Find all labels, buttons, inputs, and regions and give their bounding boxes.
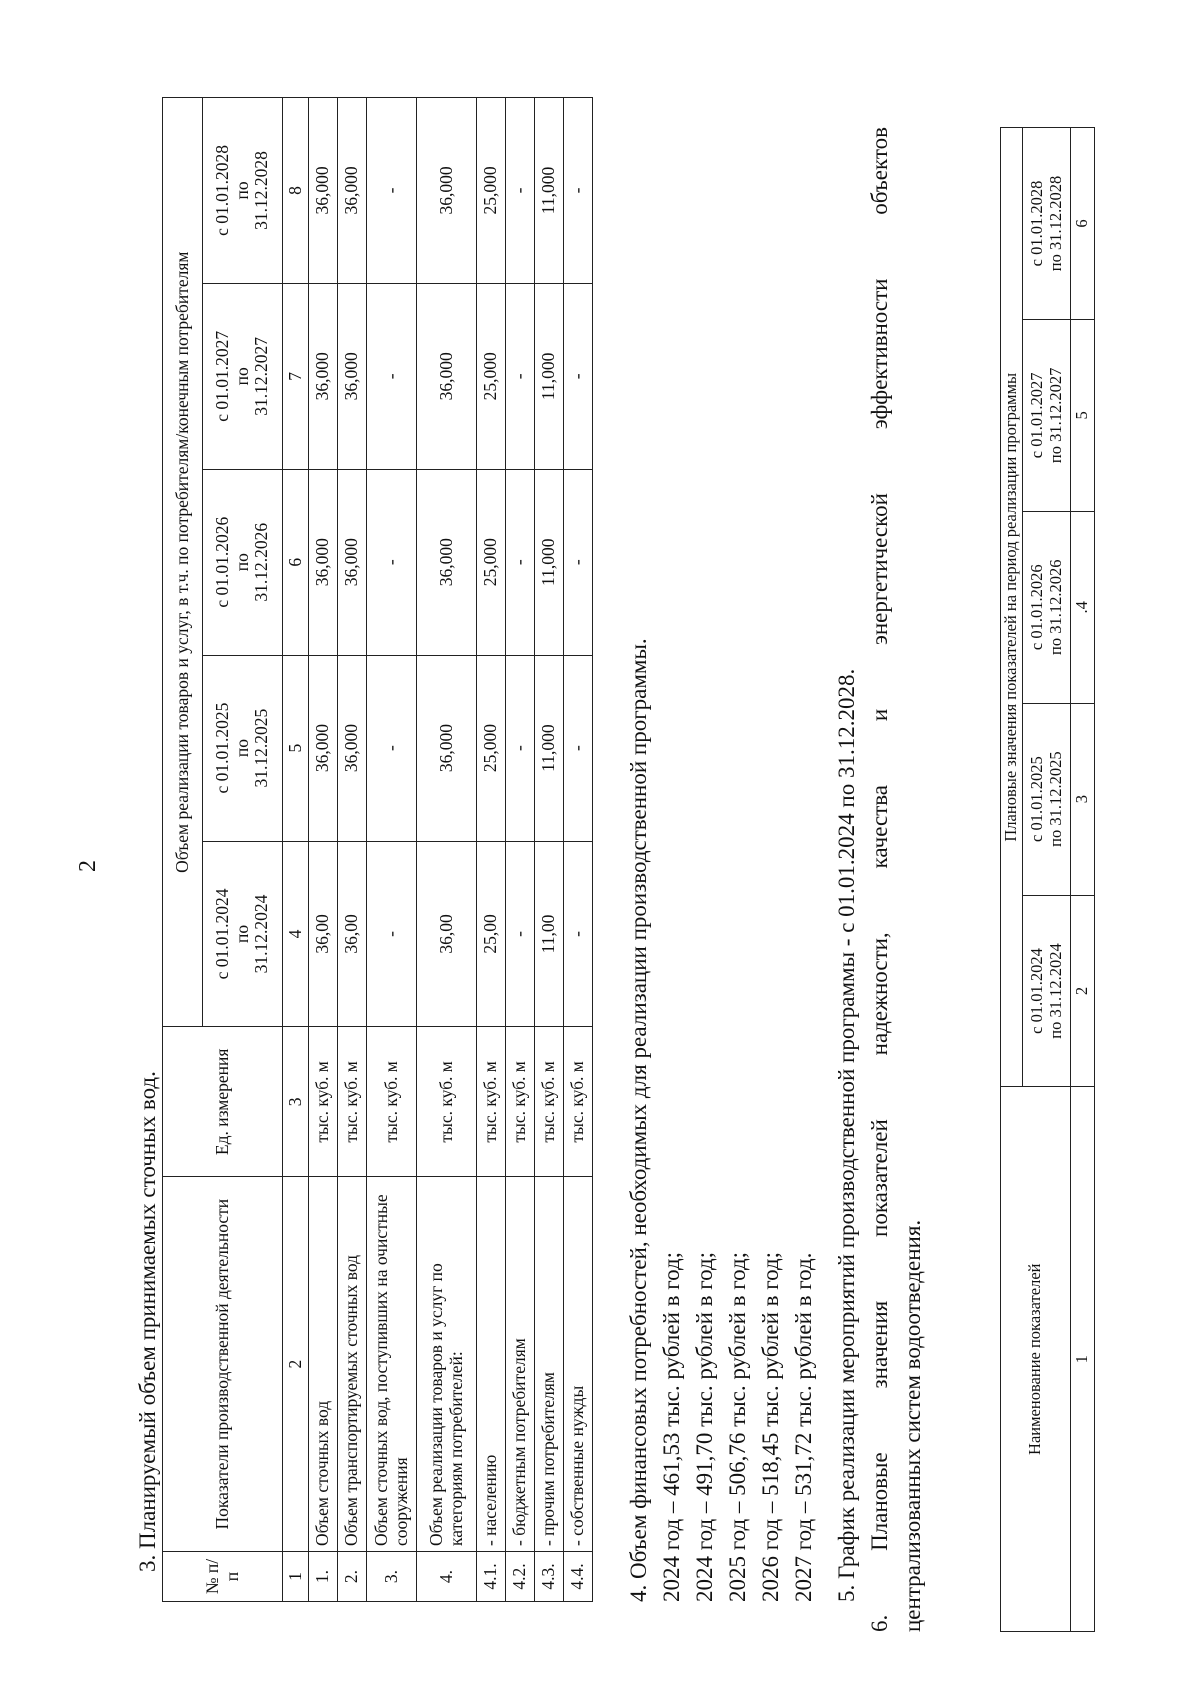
period-header: с 01.01.2028 по 31.12.2028 (203, 98, 283, 284)
table-row (477, 98, 506, 1602)
row-value: 11,000 (535, 98, 564, 284)
table-row (338, 98, 367, 1602)
row-unit: тыс. куб. м (338, 1027, 367, 1177)
row-value: 25,000 (477, 655, 506, 841)
row-value: - (564, 655, 593, 841)
row-value: - (506, 98, 535, 284)
col-number: 2 (1071, 895, 1095, 1087)
row-value: 36,000 (338, 655, 367, 841)
col-number: 1 (1071, 1087, 1095, 1632)
period-header: с 01.01.2028 по 31.12.2028 (1023, 128, 1071, 320)
col-number: 5 (283, 655, 309, 841)
row-value: 36,000 (309, 98, 338, 284)
row-value: 11,000 (535, 283, 564, 469)
header-indicator: Показатели производственной деятельности (163, 1177, 283, 1552)
row-value: 11,000 (535, 655, 564, 841)
table-row (367, 98, 417, 1602)
row-value: 25,000 (477, 469, 506, 655)
table-header-row (163, 98, 203, 1602)
finance-line: 2024 год – 491,70 тыс. рублей в год; (692, 1251, 717, 1602)
word: качества (867, 784, 892, 869)
row-value: 25,000 (477, 98, 506, 284)
word: энергетической (867, 493, 892, 646)
row-value: - (506, 841, 535, 1027)
row-value: - (367, 841, 417, 1027)
row-value: 11,000 (535, 469, 564, 655)
row-unit: тыс. куб. м (535, 1027, 564, 1177)
page-number: 2 (75, 860, 101, 872)
row-value: - (564, 469, 593, 655)
row-number: 3. (367, 1552, 417, 1602)
col-number: 2 (283, 1177, 309, 1552)
period-header: с 01.01.2027 по 31.12.2027 (1023, 319, 1071, 511)
section5 (830, 669, 863, 1602)
table-row (417, 98, 477, 1602)
period-header: с 01.01.2026 по 31.12.2026 (1023, 511, 1071, 703)
row-unit: тыс. куб. м (367, 1027, 417, 1177)
row-value: 36,000 (417, 655, 477, 841)
period-header: с 01.01.2025 по 31.12.2025 (1023, 703, 1071, 895)
row-number: 4. (417, 1552, 477, 1602)
period-header: с 01.01.2025 по 31.12.2025 (203, 655, 283, 841)
row-value: 36,000 (417, 469, 477, 655)
table-row (506, 98, 535, 1602)
col-number: 5 (1071, 319, 1095, 511)
row-number: 4.4. (564, 1552, 593, 1602)
row-number: 4.3. (535, 1552, 564, 1602)
finance-line: 2027 год – 531,72 тыс. рублей в год. (791, 1252, 816, 1602)
row-number: 1. (309, 1552, 338, 1602)
row-value: 11,00 (535, 841, 564, 1027)
row-indicator: - бюджетным потребителям (506, 1177, 535, 1552)
row-value: - (506, 655, 535, 841)
row-value: 36,00 (338, 841, 367, 1027)
row-value: - (506, 469, 535, 655)
column-numbers-row (283, 98, 309, 1602)
col-number: 4 (283, 841, 309, 1027)
row-number: 4.2. (506, 1552, 535, 1602)
col-number: 1 (283, 1552, 309, 1602)
col-number: 3 (1071, 703, 1095, 895)
row-unit: тыс. куб. м (477, 1027, 506, 1177)
row-indicator: - населению (477, 1177, 506, 1552)
row-unit: тыс. куб. м (309, 1027, 338, 1177)
row-value: - (564, 98, 593, 284)
row-indicator: Объем сточных вод (309, 1177, 338, 1552)
section4-title: 4. Объем финансовых потребностей, необходимых для реализации производственной программы. (626, 638, 651, 1602)
col-number: 6 (283, 469, 309, 655)
word: и (867, 708, 892, 722)
row-unit: тыс. куб. м (506, 1027, 535, 1177)
finance-line: 2025 год – 506,76 тыс. рублей в год; (725, 1251, 750, 1602)
finance-line: 2024 год – 461,53 тыс. рублей в год; (659, 1251, 684, 1602)
section3-title: 3. Планируемый объем принимаемых сточных вод. (135, 1071, 160, 1572)
row-value: 25,000 (477, 283, 506, 469)
header-group: Объем реализации товаров и услуг, в т.ч. по потребителям/конечным потребителям (163, 98, 203, 1027)
period-header: с 01.01.2024 по 31.12.2024 (203, 841, 283, 1027)
row-indicator: - собственные нужды (564, 1177, 593, 1552)
word: показателей (867, 1119, 892, 1237)
section6-line1 (863, 127, 896, 1632)
wastewater-volume-table (162, 97, 593, 1602)
row-value: - (506, 283, 535, 469)
table-row (564, 98, 593, 1602)
header-unit: Ед. измерения (163, 1027, 283, 1177)
word: эффективности (867, 278, 892, 430)
col-number: 8 (283, 98, 309, 284)
table-header-row (1001, 128, 1023, 1632)
row-unit: тыс. куб. м (417, 1027, 477, 1177)
period-header: с 01.01.2027 по 31.12.2027 (203, 283, 283, 469)
section6 (863, 127, 929, 1632)
period-header: с 01.01.2024 по 31.12.2024 (1023, 895, 1071, 1087)
header-name: Наименование показателей (1001, 1087, 1071, 1632)
row-value: 36,000 (309, 283, 338, 469)
row-value: 36,000 (309, 655, 338, 841)
header-group: Плановые значения показателей на период реализации программы (1001, 128, 1023, 1087)
table-row (309, 98, 338, 1602)
row-value: - (564, 283, 593, 469)
section5-text: 5. График реализации мероприятий производственной программы - с 01.01.2024 по 31.12.2028. (834, 668, 859, 1602)
word: надежности, (867, 932, 892, 1056)
row-value: 36,00 (309, 841, 338, 1027)
row-value: 25,00 (477, 841, 506, 1027)
header-num: № п/п (163, 1552, 283, 1602)
word: объектов (867, 127, 892, 215)
col-number: 6 (1071, 128, 1095, 320)
row-value: 36,000 (338, 283, 367, 469)
row-indicator: Объем реализации товаров и услуг по категориям потребителей: (417, 1177, 477, 1552)
row-value: - (367, 469, 417, 655)
row-value: 36,000 (338, 98, 367, 284)
row-number: 4.1. (477, 1552, 506, 1602)
finance-line: 2026 год – 518,45 тыс. рублей в год; (758, 1251, 783, 1602)
column-numbers-row (1071, 128, 1095, 1632)
col-number: 3 (283, 1027, 309, 1177)
section6-line2: централизованных систем водоотведения. (900, 1219, 925, 1632)
row-value: - (367, 98, 417, 284)
row-value: - (367, 283, 417, 469)
word: Плановые (867, 1452, 892, 1551)
row-value: 36,000 (417, 283, 477, 469)
row-number: 2. (338, 1552, 367, 1602)
word: 6. (867, 1614, 892, 1632)
col-number: .4 (1071, 511, 1095, 703)
indicators-table (1000, 127, 1095, 1632)
period-header: с 01.01.2026 по 31.12.2026 (203, 469, 283, 655)
row-value: - (564, 841, 593, 1027)
col-number: 7 (283, 283, 309, 469)
row-indicator: Объем сточных вод, поступивших на очистные сооружения (367, 1177, 417, 1552)
table-row (535, 98, 564, 1602)
row-value: 36,000 (309, 469, 338, 655)
row-indicator: - прочим потребителям (535, 1177, 564, 1552)
row-value: - (367, 655, 417, 841)
row-indicator: Объем транспортируемых сточных вод (338, 1177, 367, 1552)
row-value: 36,00 (417, 841, 477, 1027)
row-unit: тыс. куб. м (564, 1027, 593, 1177)
section4 (622, 638, 820, 1602)
word: значения (867, 1300, 892, 1389)
row-value: 36,000 (417, 98, 477, 284)
row-value: 36,000 (338, 469, 367, 655)
